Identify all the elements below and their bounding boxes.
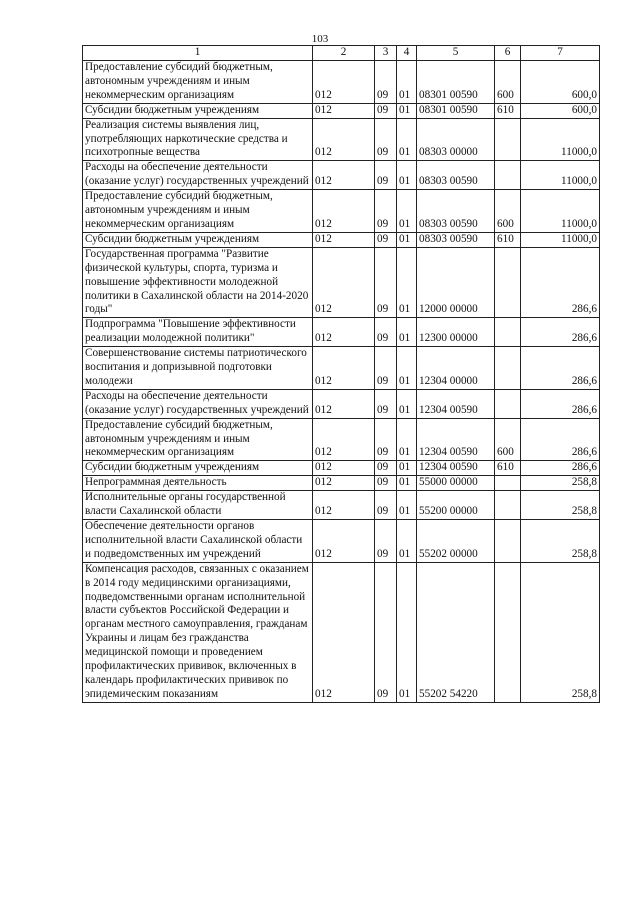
row-section-code: 09 bbox=[375, 389, 397, 418]
row-ministry-code: 012 bbox=[313, 161, 375, 190]
row-amount: 11000,0 bbox=[521, 118, 600, 161]
row-expense-type-code: 610 bbox=[495, 461, 521, 476]
table-row bbox=[83, 161, 600, 190]
row-ministry-code: 012 bbox=[313, 103, 375, 118]
row-subsection-code: 01 bbox=[397, 247, 417, 318]
row-subsection-code: 01 bbox=[397, 232, 417, 247]
table-row bbox=[83, 118, 600, 161]
row-ministry-code: 012 bbox=[313, 247, 375, 318]
row-expense-type-code bbox=[495, 347, 521, 390]
row-section-code: 09 bbox=[375, 190, 397, 233]
row-ministry-code: 012 bbox=[313, 418, 375, 461]
table-row bbox=[83, 476, 600, 491]
table-row bbox=[83, 247, 600, 318]
row-name: Расходы на обеспечение деятельности (оказание услуг) государственных учреждений bbox=[83, 161, 313, 190]
row-section-code: 09 bbox=[375, 520, 397, 563]
row-amount: 600,0 bbox=[521, 61, 600, 104]
row-name: Предоставление субсидий бюджетным, автономным учреждениям и иным некоммерческим организациям bbox=[83, 418, 313, 461]
row-subsection-code: 01 bbox=[397, 491, 417, 520]
row-target-code: 08303 00590 bbox=[417, 190, 495, 233]
row-target-code: 55202 00000 bbox=[417, 520, 495, 563]
row-amount: 11000,0 bbox=[521, 190, 600, 233]
table-row bbox=[83, 103, 600, 118]
row-amount: 286,6 bbox=[521, 389, 600, 418]
header-cell: 4 bbox=[397, 46, 417, 61]
row-amount: 258,8 bbox=[521, 491, 600, 520]
budget-table bbox=[82, 45, 600, 703]
row-subsection-code: 01 bbox=[397, 520, 417, 563]
row-target-code: 55000 00000 bbox=[417, 476, 495, 491]
row-expense-type-code bbox=[495, 491, 521, 520]
row-target-code: 08303 00000 bbox=[417, 118, 495, 161]
table-row bbox=[83, 520, 600, 563]
row-ministry-code: 012 bbox=[313, 190, 375, 233]
row-expense-type-code bbox=[495, 318, 521, 347]
page-number: 103 bbox=[311, 33, 329, 45]
row-subsection-code: 01 bbox=[397, 118, 417, 161]
row-amount: 11000,0 bbox=[521, 161, 600, 190]
row-amount: 286,6 bbox=[521, 247, 600, 318]
row-ministry-code: 012 bbox=[313, 347, 375, 390]
row-subsection-code: 01 bbox=[397, 562, 417, 702]
table-row bbox=[83, 461, 600, 476]
row-ministry-code: 012 bbox=[313, 491, 375, 520]
row-target-code: 12304 00000 bbox=[417, 347, 495, 390]
row-ministry-code: 012 bbox=[313, 389, 375, 418]
row-amount: 258,8 bbox=[521, 520, 600, 563]
row-expense-type-code: 600 bbox=[495, 190, 521, 233]
row-amount: 286,6 bbox=[521, 418, 600, 461]
row-section-code: 09 bbox=[375, 491, 397, 520]
row-name: Предоставление субсидий бюджетным, автономным учреждениям и иным некоммерческим организациям bbox=[83, 190, 313, 233]
row-amount: 286,6 bbox=[521, 347, 600, 390]
row-expense-type-code bbox=[495, 476, 521, 491]
header-cell: 3 bbox=[375, 46, 397, 61]
row-section-code: 09 bbox=[375, 562, 397, 702]
row-name: Подпрограмма "Повышение эффективности реализации молодежной политики" bbox=[83, 318, 313, 347]
row-ministry-code: 012 bbox=[313, 318, 375, 347]
row-section-code: 09 bbox=[375, 347, 397, 390]
row-amount: 258,8 bbox=[521, 476, 600, 491]
table-row bbox=[83, 61, 600, 104]
row-target-code: 12000 00000 bbox=[417, 247, 495, 318]
row-subsection-code: 01 bbox=[397, 418, 417, 461]
row-amount: 11000,0 bbox=[521, 232, 600, 247]
row-expense-type-code bbox=[495, 118, 521, 161]
row-target-code: 12304 00590 bbox=[417, 389, 495, 418]
header-cell: 6 bbox=[495, 46, 521, 61]
row-section-code: 09 bbox=[375, 232, 397, 247]
row-expense-type-code: 610 bbox=[495, 232, 521, 247]
row-section-code: 09 bbox=[375, 418, 397, 461]
row-subsection-code: 01 bbox=[397, 190, 417, 233]
row-section-code: 09 bbox=[375, 247, 397, 318]
table-row bbox=[83, 347, 600, 390]
header-cell: 5 bbox=[417, 46, 495, 61]
row-ministry-code: 012 bbox=[313, 476, 375, 491]
row-name: Совершенствование системы патриотического воспитания и допризывной подготовки молодежи bbox=[83, 347, 313, 390]
row-name: Реализация системы выявления лиц, употребляющих наркотические средства и психотропные вещества bbox=[83, 118, 313, 161]
row-subsection-code: 01 bbox=[397, 61, 417, 104]
header-cell: 1 bbox=[83, 46, 313, 61]
row-expense-type-code: 610 bbox=[495, 103, 521, 118]
row-name: Исполнительные органы государственной власти Сахалинской области bbox=[83, 491, 313, 520]
row-expense-type-code bbox=[495, 247, 521, 318]
table-row bbox=[83, 232, 600, 247]
row-ministry-code: 012 bbox=[313, 232, 375, 247]
row-target-code: 08303 00590 bbox=[417, 161, 495, 190]
row-expense-type-code bbox=[495, 562, 521, 702]
row-ministry-code: 012 bbox=[313, 461, 375, 476]
row-name: Государственная программа "Развитие физической культуры, спорта, туризма и повышение эффективности молодежной политики в Сахалинской области на 2014-2020 годы" bbox=[83, 247, 313, 318]
row-target-code: 55200 00000 bbox=[417, 491, 495, 520]
row-subsection-code: 01 bbox=[397, 161, 417, 190]
row-target-code: 12300 00000 bbox=[417, 318, 495, 347]
row-expense-type-code: 600 bbox=[495, 61, 521, 104]
row-section-code: 09 bbox=[375, 61, 397, 104]
row-name: Компенсация расходов, связанных с оказанием в 2014 году медицинскими организациями, подведомственными органам исполнительной власти субъектов Российской Федерации и органам местного самоуправления, гражданам Украины и лицам без гражданства медицинской помощи и проведением профилактических прививок, включенных в календарь профилактических прививок по эпидемическим показаниям bbox=[83, 562, 313, 702]
header-cell: 7 bbox=[521, 46, 600, 61]
row-ministry-code: 012 bbox=[313, 520, 375, 563]
row-target-code: 55202 54220 bbox=[417, 562, 495, 702]
row-section-code: 09 bbox=[375, 161, 397, 190]
row-expense-type-code: 600 bbox=[495, 418, 521, 461]
row-subsection-code: 01 bbox=[397, 461, 417, 476]
row-name: Обеспечение деятельности органов исполнительной власти Сахалинской области и подведомственных им учреждений bbox=[83, 520, 313, 563]
row-ministry-code: 012 bbox=[313, 562, 375, 702]
row-target-code: 12304 00590 bbox=[417, 418, 495, 461]
table-row bbox=[83, 562, 600, 702]
row-subsection-code: 01 bbox=[397, 389, 417, 418]
table-row bbox=[83, 389, 600, 418]
row-name: Предоставление субсидий бюджетным, автономным учреждениям и иным некоммерческим организациям bbox=[83, 61, 313, 104]
table-row bbox=[83, 318, 600, 347]
row-expense-type-code bbox=[495, 389, 521, 418]
row-name: Непрограммная деятельность bbox=[83, 476, 313, 491]
row-amount: 286,6 bbox=[521, 461, 600, 476]
row-target-code: 12304 00590 bbox=[417, 461, 495, 476]
row-section-code: 09 bbox=[375, 318, 397, 347]
row-target-code: 08303 00590 bbox=[417, 232, 495, 247]
row-subsection-code: 01 bbox=[397, 347, 417, 390]
row-amount: 286,6 bbox=[521, 318, 600, 347]
row-name: Субсидии бюджетным учреждениям bbox=[83, 232, 313, 247]
row-section-code: 09 bbox=[375, 118, 397, 161]
row-section-code: 09 bbox=[375, 461, 397, 476]
table-row bbox=[83, 190, 600, 233]
row-amount: 600,0 bbox=[521, 103, 600, 118]
row-amount: 258,8 bbox=[521, 562, 600, 702]
row-section-code: 09 bbox=[375, 103, 397, 118]
header-row bbox=[83, 46, 600, 61]
row-expense-type-code bbox=[495, 520, 521, 563]
row-name: Расходы на обеспечение деятельности (оказание услуг) государственных учреждений bbox=[83, 389, 313, 418]
table-row bbox=[83, 491, 600, 520]
row-section-code: 09 bbox=[375, 476, 397, 491]
table-row bbox=[83, 418, 600, 461]
row-subsection-code: 01 bbox=[397, 318, 417, 347]
row-target-code: 08301 00590 bbox=[417, 103, 495, 118]
row-ministry-code: 012 bbox=[313, 61, 375, 104]
row-subsection-code: 01 bbox=[397, 103, 417, 118]
header-cell: 2 bbox=[313, 46, 375, 61]
row-ministry-code: 012 bbox=[313, 118, 375, 161]
row-expense-type-code bbox=[495, 161, 521, 190]
row-name: Субсидии бюджетным учреждениям bbox=[83, 103, 313, 118]
row-target-code: 08301 00590 bbox=[417, 61, 495, 104]
row-subsection-code: 01 bbox=[397, 476, 417, 491]
row-name: Субсидии бюджетным учреждениям bbox=[83, 461, 313, 476]
